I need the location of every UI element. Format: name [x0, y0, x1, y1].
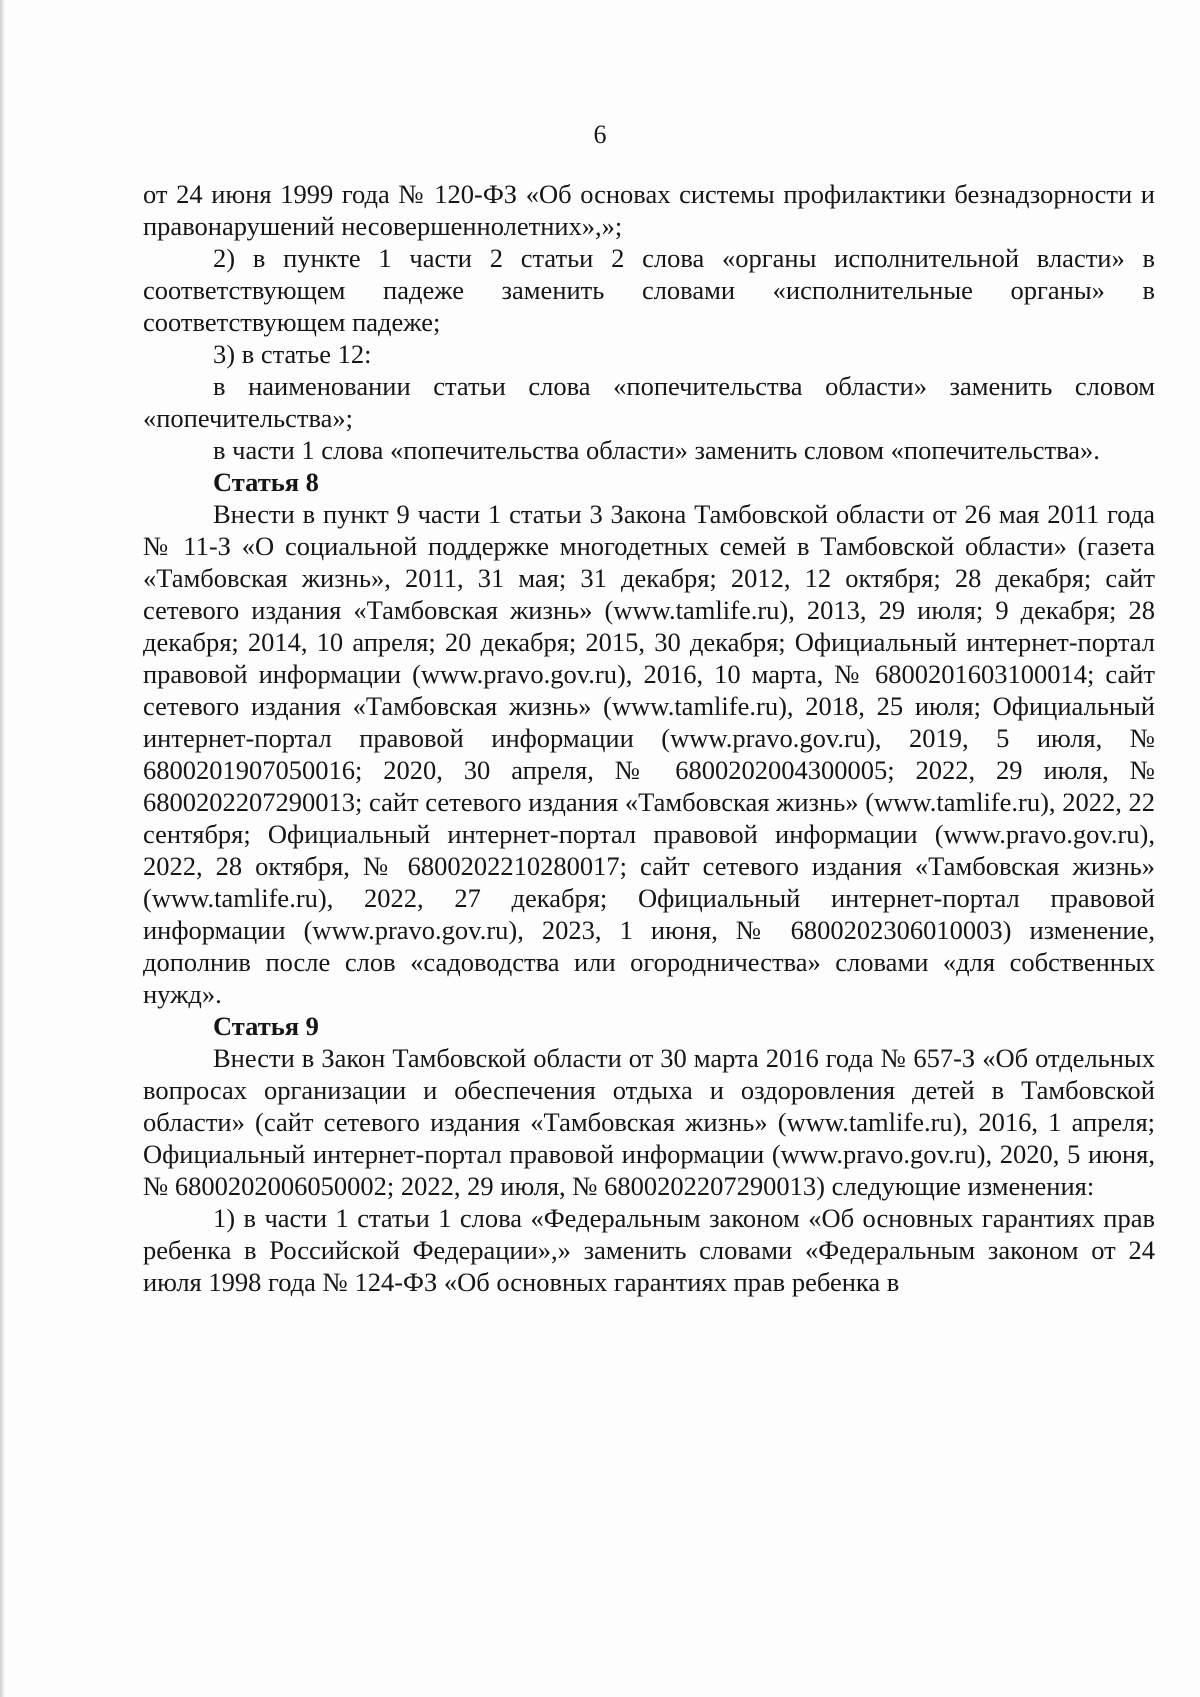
article-9-text-item-1: 1) в части 1 статьи 1 слова «Федеральным законом «Об основных гарантиях прав ребенка в Российской Федерации»,» заменить словами «Федеральным законом от 24 июля 1998 года № 124-ФЗ «Об основных гарантиях прав ребенка в — [143, 1203, 1155, 1297]
paragraph-item-3-b: в части 1 слова «попечительства области» заменить словом «попечительства». — [213, 435, 1100, 465]
paragraph-item-2: 2) в пункте 1 части 2 статьи 2 слова «органы исполнительной власти» в соответствующем падеже заменить словами «исполнительные органы» в соответствующем падеже; — [143, 243, 1155, 337]
article-9-heading: Статья 9 — [213, 1011, 319, 1041]
scan-edge-shadow — [0, 0, 6, 1697]
article-8-text: Внести в пункт 9 части 1 статьи 3 Закона Тамбовской области от 26 мая 2011 года № 11-З «О социальной поддержке многодетных семей в Тамбовской области» (газета «Тамбовская жизнь», 2011, 31 мая; 31 декабря; 2012, 12 октября; 28 декабря; сайт сетевого издания «Тамбовская жизнь» (www.tamlife.ru), 2013, 29 июля; 9 декабря; 28 декабря; 2014, 10 апреля; 20 декабря; 2015, 30 декабря; Официальный интернет-портал правовой информации (www.pravo.gov.ru), 2016, 10 марта, № 6800201603100014; сайт сетевого издания «Тамбовская жизнь» (www.tamlife.ru), 2018, 25 июля; Официальный интернет-портал правовой информации (www.pravo.gov.ru), 2019, 5 июля, № 6800201907050016; 2020, 30 апреля, № 6800202004300005; 2022, 29 июля, № 6800202207290013; сайт сетевого издания «Тамбовская жизнь» (www.tamlife.ru), 2022, 22 сентября; Официальный интернет-портал правовой информации (www.pravo.gov.ru), 2022, 28 октября, № 6800202210280017; сайт сетевого издания «Тамбовская жизнь» (www.tamlife.ru), 2022, 27 декабря; Официальный интернет-портал правовой информации (www.pravo.gov.ru), 2023, 1 июня, № 6800202306010003) изменение, дополнив после слов «садоводства или огородничества» словами «для собственных нужд». — [143, 499, 1155, 1009]
document-body — [143, 178, 1155, 1298]
paragraph-item-3: 3) в статье 12: — [213, 339, 372, 369]
paragraph-item-3-a: в наименовании статьи слова «попечительства области» заменить словом «попечительства»; — [143, 371, 1155, 433]
article-8-heading: Статья 8 — [213, 467, 319, 497]
paragraph-continuation: от 24 июня 1999 года № 120-ФЗ «Об основах системы профилактики безнадзорности и правонарушений несовершеннолетних»,»; — [143, 179, 1155, 241]
page-number: 6 — [593, 120, 607, 149]
article-9-text-intro: Внести в Закон Тамбовской области от 30 марта 2016 года № 657-З «Об отдельных вопросах организации и обеспечения отдыха и оздоровления детей в Тамбовской области» (сайт сетевого издания «Тамбовская жизнь» (www.tamlife.ru), 2016, 1 апреля; Официальный интернет-портал правовой информации (www.pravo.gov.ru), 2020, 5 июня, № 6800202006050002; 2022, 29 июля, № 6800202207290013) следующие изменения: — [143, 1043, 1155, 1201]
